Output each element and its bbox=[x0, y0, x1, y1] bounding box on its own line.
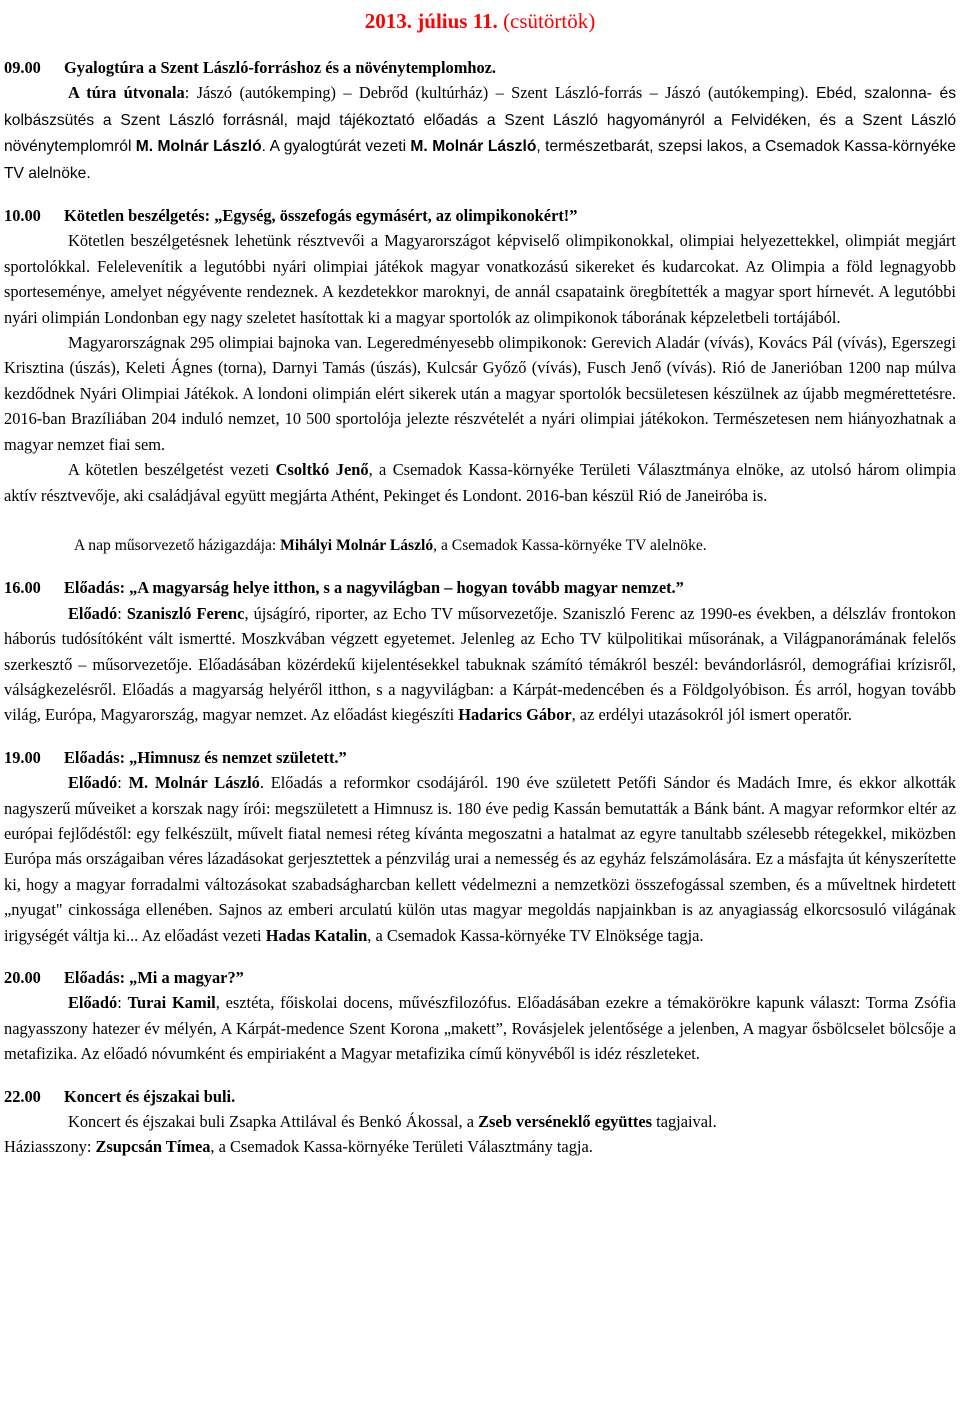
section-2000 bbox=[4, 965, 956, 1067]
host-label: A nap műsorvezető házigazdája: bbox=[74, 536, 277, 554]
guide-mid: . A gyalogtúrát vezeti bbox=[261, 138, 407, 156]
section-0900 bbox=[4, 55, 956, 186]
section-time: 10.00 bbox=[4, 206, 41, 226]
speaker-name: Szaniszló Ferenc bbox=[126, 603, 245, 623]
section-heading bbox=[4, 55, 956, 80]
lunch-text: Ebéd, szalonna- és kolbászsütés a Szent László forrásnál, majd tájékoztató előadás a Szent László hagyományról a Felvidéken, és a Szent László növénytemplomról bbox=[4, 85, 956, 156]
section-time: 20.00 bbox=[4, 968, 41, 987]
speaker-label: Előadó bbox=[68, 603, 118, 623]
section-heading bbox=[4, 575, 956, 600]
paragraph bbox=[4, 1109, 956, 1134]
section-title: Előadás: „Himnusz és nemzet született.” bbox=[64, 747, 347, 767]
title-date: 2013. július 11. bbox=[364, 9, 498, 33]
route-paragraph bbox=[4, 80, 956, 186]
section-heading bbox=[4, 1084, 956, 1109]
section-title: Előadás: „A magyarság helye itthon, s a nagyvilágban – hogyan tovább magyar nemzet.” bbox=[64, 578, 684, 598]
paragraph bbox=[4, 457, 956, 508]
hostess-name: Zsupcsán Tímea bbox=[95, 1137, 211, 1157]
text-run: Koncert és éjszakai buli Zsapka Attilával és Benkó Ákossal, a bbox=[68, 1112, 475, 1132]
section-heading bbox=[4, 965, 956, 990]
text-run: , újságíró, riporter, az Echo TV műsorvezetője. Szaniszló Ferenc az 1990-es években, a délszláv frontokon háborús tudósítóként vált ismertté. Moszkvában végzett egyetemet. Jelenleg az Echo TV külpolitikai műsorának, a Világpanorámának felelős szerkesztő – műsorvezetője. Előadásában közérdekű kijelentésekkel tabuknak számító témákról beszél: bevándorlásról, demográfiai krízisről, válságkezelésről. Előadás a magyarság helyéről itthon, s a nagyvilágban: a Kárpát-medencében és a Földgolyóbison. És arról, hogyan tovább világ, Európa, Magyarország, magyar nemzet. Az előadást kiegészíti bbox=[4, 603, 957, 725]
route-label: A túra útvonala bbox=[68, 83, 185, 103]
guide-end: , természetbarát, szepsi lakos, a Csemadok Kassa-környéke TV alelnöke. bbox=[4, 138, 956, 182]
host-name: Mihályi Molnár László bbox=[280, 536, 434, 554]
paragraph: Előadó: M. Molnár László. Előadás a reformkor csodájáról. 190 éve született Petőfi Sándor és Madách Imre, és ekkor alkották nagyszerű műveiket a korszak nagy írói: megszületett a Himnusz is. 180 éve pedig Kassán bemutatták a Bánk bánt. A magyar reformkor eltér az európai fejlődéstől: egy felkészült, művelt fiatal nemesi réteg kívánta megoszatni a hatalmat az egyre tanultabb szélesebb rétegekkel, miközben Európa más országaiban véres lázadásokat gerjesztettek a pénzvilág urai a nemesség és az egyház felszámolására. Ez a másfajta út kényszerítette ki, hogy a magyar forradalmi változásokat szabadságharcban kellett védelmezni a nemzetközi összefogással szemben, és a műveltnek hirdetett „nyugat" cinkossága ellenében. Sajnos az emberi arculatú külön utas magyar megoldás napjainkban is az anyagiasság elkorcsosuló világának irigységét váltja ki... Az előadást vezeti Hadas Katalin, a Csemadok Kassa-környéke TV Elnöksége tagja. bbox=[4, 773, 956, 945]
text-run: , az erdélyi utazásokról jól ismert operatőr. bbox=[571, 705, 852, 725]
person-name: Hadarics Gábor bbox=[458, 705, 572, 725]
speaker-label: Előadó bbox=[68, 993, 118, 1013]
section-time: 22.00 bbox=[4, 1086, 41, 1106]
section-1000 bbox=[4, 203, 956, 558]
section-time: 19.00 bbox=[4, 747, 41, 767]
page-title bbox=[4, 6, 956, 36]
section-time: 09.00 bbox=[4, 58, 41, 77]
text-run: , a Csemadok Kassa-környéke Területi Választmány tagja. bbox=[210, 1137, 593, 1157]
speaker-name: Turai Kamil bbox=[127, 993, 216, 1013]
text-run: , esztéta, főiskolai docens, művészfilozófus. Előadásában ezekre a témakörökre kapunk választ: Torma Zsófia nagyasszony hatezer év mélyén, A Kárpát-medence Szent Korona „makett”, Rovásjelek jelentősége a jelenben, A magyar ősbölcselet bölcsője a metafizika. Az előadó nóvumként és empiriaként a Magyar metafizika című könyvéből is idéz részleteket. bbox=[4, 993, 956, 1064]
section-title: Gyalogtúra a Szent László-forráshoz és a növénytemplomhoz. bbox=[64, 58, 497, 77]
section-title: Koncert és éjszakai buli. bbox=[64, 1086, 236, 1106]
person-name: Csoltkó Jenő bbox=[275, 460, 369, 480]
hostess-label: Háziasszony: bbox=[4, 1137, 92, 1157]
text-run: A kötetlen beszélgetést vezeti bbox=[68, 460, 270, 480]
guide-name-2: M. Molnár László bbox=[410, 138, 537, 156]
title-weekday: (csütörtök) bbox=[503, 9, 596, 33]
host-rest: , a Csemadok Kassa-környéke TV alelnöke. bbox=[433, 536, 707, 554]
person-name: Hadas Katalin bbox=[265, 925, 368, 945]
section-1600 bbox=[4, 575, 956, 727]
route-text: : Jászó (autókemping) – Debrőd (kultúrház) – Szent László-forrás – Jászó (autókemping). bbox=[184, 83, 809, 103]
paragraph: Előadó: Turai Kamil, esztéta, főiskolai docens, művészfilozófus. Előadásában ezekre a témakörökre kapunk választ: Torma Zsófia nagyasszony hatezer év mélyén, A Kárpát-medence Szent Korona „makett”, Rovásjelek jelentősége a jelenben, A magyar ősbölcselet bölcsője a metafizika. Az előadó nóvumként és empiriaként a Magyar metafizika című könyvéből is idéz részleteket. bbox=[4, 993, 956, 1064]
hostess-line bbox=[4, 1134, 956, 1159]
paragraph: Előadó: Szaniszló Ferenc, újságíró, riporter, az Echo TV műsorvezetője. Szaniszló Ferenc az 1990-es években, a délszláv frontokon háborús tudósítóként vált ismertté. Moszkvában végzett egyetemet. Jelenleg az Echo TV külpolitikai műsorának, a Világpanorámának felelős szerkesztő – műsorvezetője. Előadásában közérdekű kijelentésekkel tabuknak számító témákról beszél: bevándorlásról, demográfiai krízisről, válságkezelésről. Előadás a magyarság helyéről itthon, s a nagyvilágban: a Kárpát-medencében és a Földgolyóbison. És arról, hogyan tovább világ, Európa, Magyarország, magyar nemzet. Az előadást kiegészíti Hadarics Gábor, az erdélyi utazásokról jól ismert operatőr. bbox=[4, 603, 957, 725]
day-host bbox=[4, 533, 956, 558]
section-1900 bbox=[4, 745, 956, 948]
text-run: tagjaival. bbox=[656, 1112, 717, 1132]
section-title: Előadás: „Mi a magyar?” bbox=[64, 968, 244, 987]
text-run: . Előadás a reformkor csodájáról. 190 éve született Petőfi Sándor és Madách Imre, és ekkor alkották nagyszerű műveiket a korszak nagy írói: megszületett a Himnusz is. 180 éve pedig Kassán bemutatták a Bánk bánt. A magyar reformkor eltér az európai fejlődéstől: egy felkészült, művelt fiatal nemesi réteg kívánta megoszatni a hatalmat az egyre tanultabb szélesebb rétegekkel, miközben Európa más országaiban véres lázadásokat gerjesztettek a pénzvilág urai a nemesség és az egyház felszámolására. Ez a másfajta út kényszerítette ki, hogy a magyar forradalmi változásokat szabadságharcban kellett védelmezni a nemzetközi összefogással szemben, és a műveltnek hirdetett „nyugat" cinkossága ellenében. Sajnos az emberi arculatú külön utas magyar megoldás napjainkban is az anyagiasság elkorcsosuló világának irigységét váltja ki... Az előadást vezeti bbox=[4, 773, 956, 945]
section-time: 16.00 bbox=[4, 578, 41, 598]
paragraph: Kötetlen beszélgetésnek lehetünk résztvevői a Magyarországot képviselő olimpikonokkal, olimpiai helyezettekkel, olimpiát megjárt sportolókkal. Felelevenítik a legutóbbi nyári olimpiai játékok magyar vonatkozású sikereket és kudarcokat. Az Olimpia a föld legnagyobb sporteseménye, amelyet négyévente rendeznek. A kezdetekkor maroknyi, de annál csapataink öregbítették a magyar sport hírnevét. A legutóbbi nyári olimpián Londonban egy nagy szeletet hasítottak ki a magyar sportolók az olimpikonok táborának képzeletbeli tortájából. bbox=[4, 231, 956, 327]
speaker-label: Előadó bbox=[68, 773, 118, 793]
section-2200 bbox=[4, 1084, 956, 1160]
guide-name-1: M. Molnár László bbox=[135, 138, 262, 156]
section-heading bbox=[4, 745, 956, 770]
band-name: Zseb verséneklő együttes bbox=[478, 1112, 653, 1132]
section-title: Kötetlen beszélgetés: „Egység, összefogás egymásért, az olimpikonokért!” bbox=[64, 206, 578, 226]
speaker-name: M. Molnár László bbox=[128, 773, 260, 793]
text-run: , a Csemadok Kassa-környéke TV Elnöksége tagja. bbox=[367, 925, 704, 945]
text-run: , a Csemadok Kassa-környéke Területi Választmánya elnöke, az utolsó három olimpia aktív résztvevője, aki családjával együtt megjárta Athént, Pekinget és Londont. 2016-ban készül Rió de Janeiróba is. bbox=[4, 460, 956, 505]
paragraph: Magyarországnak 295 olimpiai bajnoka van. Legeredményesebb olimpikonok: Gerevich Aladár (vívás), Kovács Pál (vívás), Egerszegi Krisztina (úszás), Keleti Ágnes (torna), Darnyi Tamás (úszás), Kulcsár Győző (vívás), Fusch Jenő (vívás). Rió de Janerióban 1200 nap múlva kezdődnek Nyári Olimpiai Játékok. A londoni olimpián elért sikerek után a magyar sportolók becsületesen készülnek az újabb megmérettetésre. 2016-ban Brazíliában 204 induló nemzet, 10 500 sportolója jelezte részvételét a nyári olimpiai játékokon. Természetesen nem hiányozhatnak a magyar nemzet fiai sem. bbox=[4, 333, 956, 454]
section-heading bbox=[4, 203, 956, 228]
